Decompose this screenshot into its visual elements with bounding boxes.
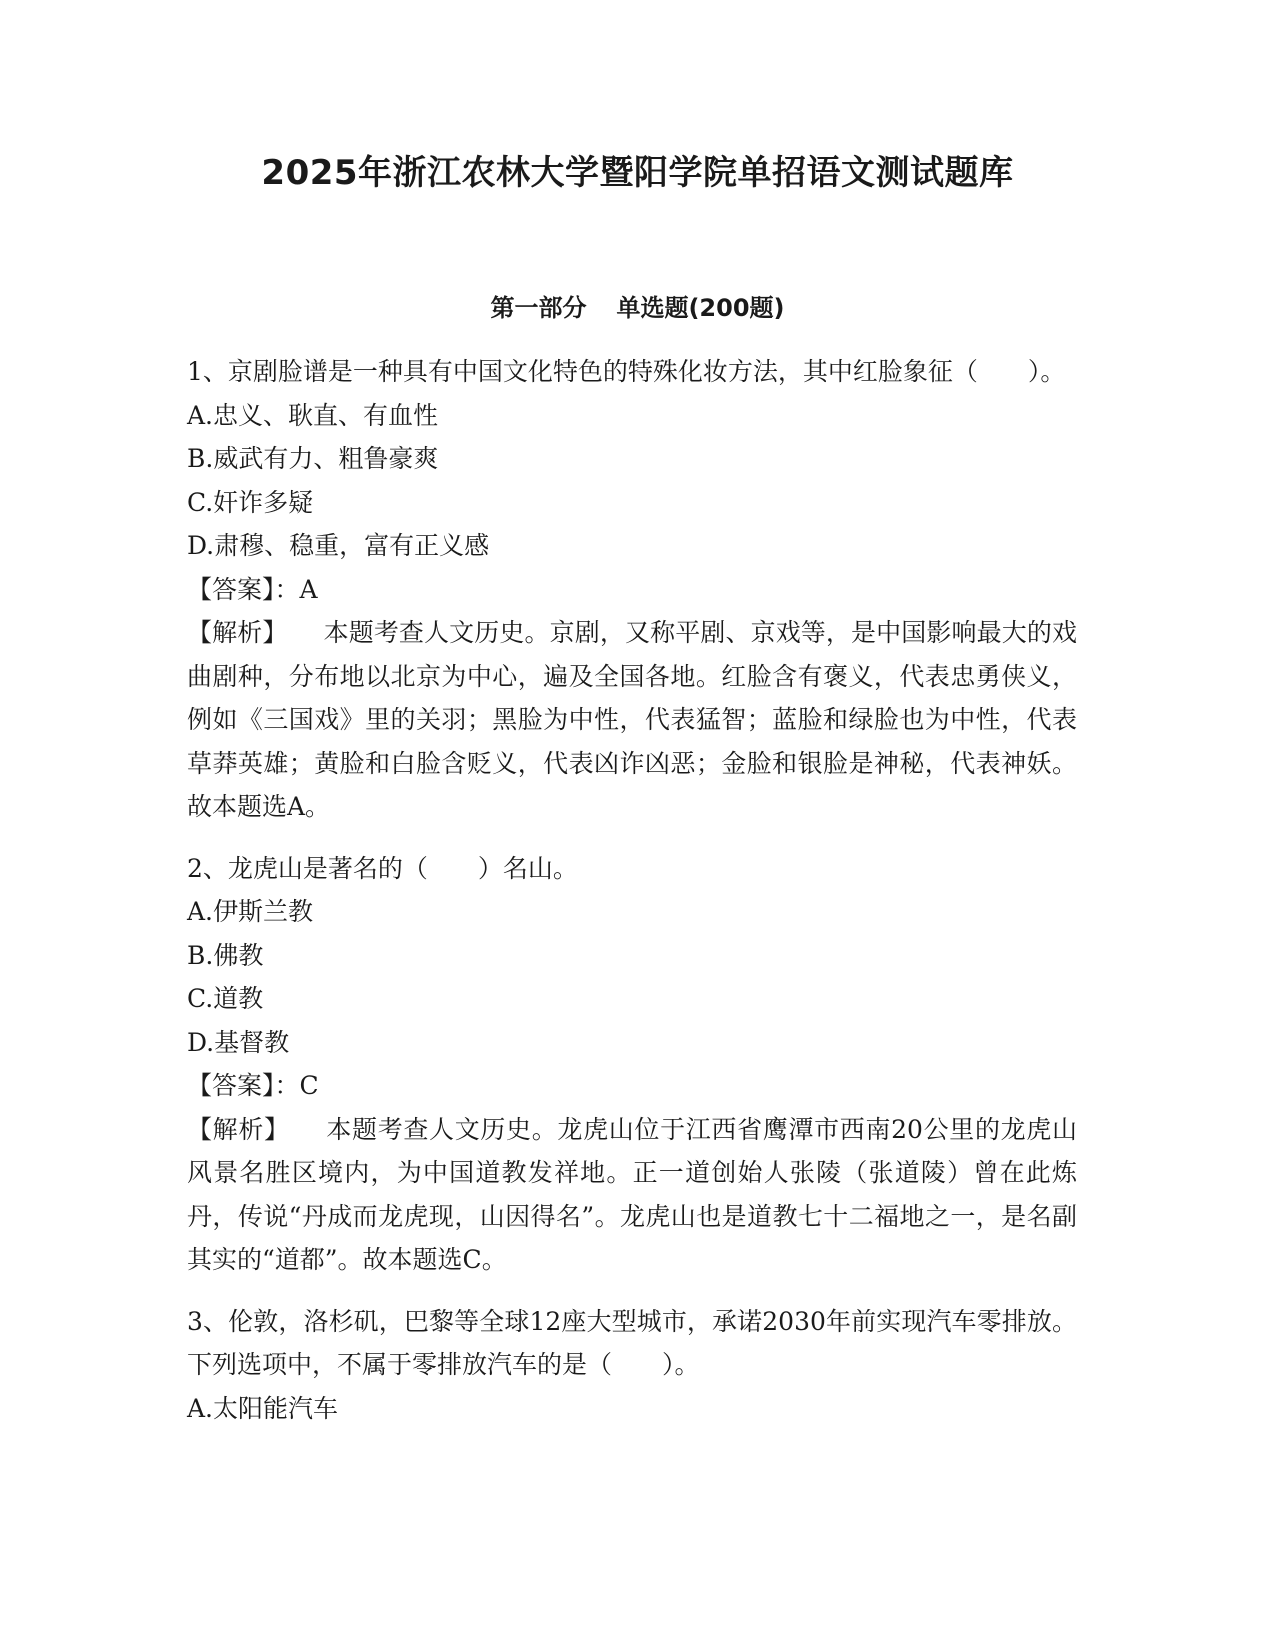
- analysis-text: 本题考查人文历史。京剧，又称平剧、京戏等，是中国影响最大的戏曲剧种，分布地以北京为中心，遍及全国各地。红脸含有褒义，代表忠勇侠义，例如《三国戏》里的关羽；黑脸为中性，代表猛智；蓝脸和绿脸也为中性，代表草莽英雄；黄脸和白脸含贬义，代表凶诈凶恶；金脸和银脸是神秘，代表神妖。故本题选A。: [187, 618, 1077, 821]
- question-stem: 2、龙虎山是著名的（ ）名山。: [187, 853, 578, 883]
- answer-label: 【答案】：: [187, 574, 300, 604]
- question-stem: 3、伦敦，洛杉矶，巴黎等全球12座大型城市，承诺2030年前实现汽车零排放。下列选项中，不属于零排放汽车的是（ ）。: [187, 1306, 1077, 1379]
- question-3: [187, 1300, 1077, 1431]
- question-1: [187, 350, 1077, 829]
- answer-label: 【答案】：: [187, 1071, 300, 1100]
- option-b: B.威武有力、粗鲁豪爽: [187, 444, 439, 473]
- section-heading: [0, 290, 1275, 326]
- option-d: D.肃穆、稳重，富有正义感: [187, 531, 490, 560]
- option-b: B.佛教: [187, 940, 264, 970]
- answer-line: [187, 568, 1077, 612]
- analysis-paragraph: [187, 1108, 1077, 1282]
- answer-line: [187, 1064, 1077, 1108]
- option-a: A.太阳能汽车: [187, 1393, 339, 1423]
- document-title: 2025年浙江农林大学暨阳学院单招语文测试题库: [261, 153, 1014, 193]
- question-stem: 1、京剧脸谱是一种具有中国文化特色的特殊化妆方法，其中红脸象征（ ）。: [187, 357, 1066, 386]
- analysis-paragraph: [187, 611, 1077, 829]
- option-c: C.奸诈多疑: [187, 487, 314, 517]
- option-a: A.伊斯兰教: [187, 897, 314, 926]
- section-name: 单选题(200题): [616, 294, 785, 322]
- question-list: [187, 350, 1077, 1448]
- option-a: A.忠义、耿直、有血性: [187, 400, 439, 430]
- analysis-text: 本题考查人文历史。龙虎山位于江西省鹰潭市西南20公里的龙虎山风景名胜区境内，为中国道教发祥地。正一道创始人张陵（张道陵）曾在此炼丹，传说“丹成而龙虎现，山因得名”。龙虎山也是道教七十二福地之一，是名副其实的“道都”。故本题选C。: [187, 1114, 1077, 1274]
- option-c: C.道教: [187, 984, 264, 1013]
- answer-value: C: [299, 1071, 319, 1100]
- question-2: [187, 847, 1077, 1282]
- option-d: D.基督教: [187, 1027, 290, 1057]
- analysis-label: 【解析】: [187, 618, 288, 647]
- analysis-label: 【解析】: [187, 1114, 290, 1144]
- section-part: 第一部分: [490, 294, 587, 322]
- answer-value: A: [299, 574, 318, 604]
